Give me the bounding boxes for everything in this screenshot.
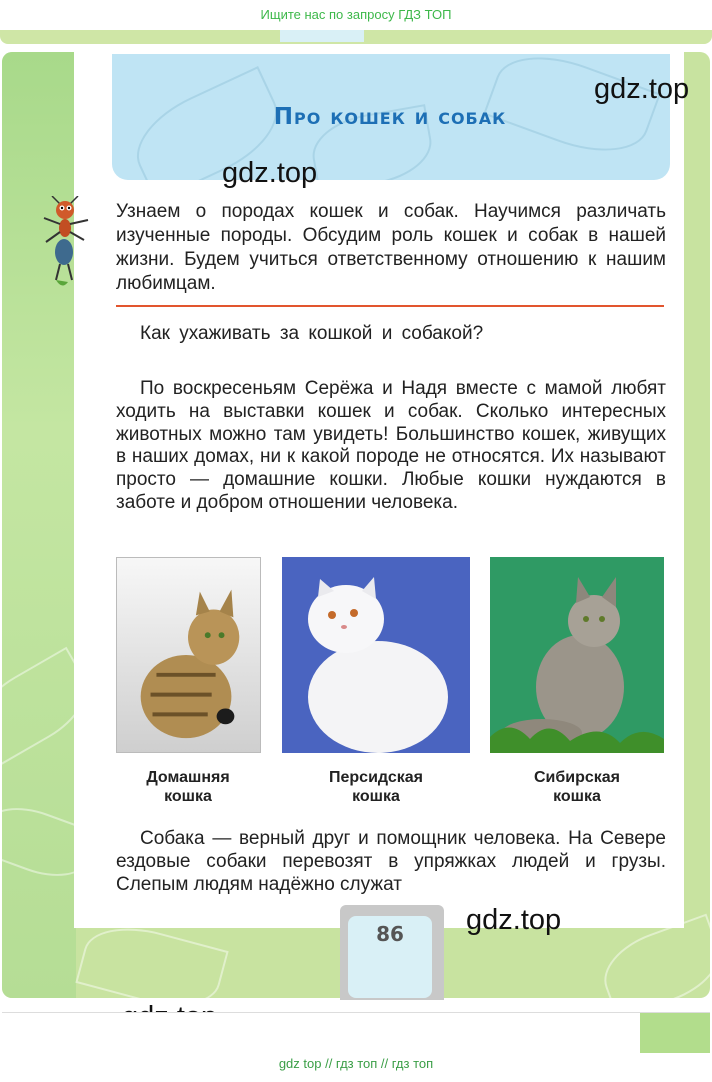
caption-line: Сибирская [533, 769, 621, 786]
previous-page-edge [0, 30, 712, 44]
paragraph: Собака — верный друг и помощник человека. На Севере ездовые собаки перевозят в упряжках людей и грузы. Слепым людям надёжно служат [116, 828, 666, 895]
lesson-intro: Узнаем о породах кошек и собак. Научимся различать изученные породы. Обсудим роль кошек и собак в нашей жизни. Будем учиться ответственному отношению к нашим любимцам. [116, 201, 666, 294]
photo-caption [487, 768, 667, 806]
paragraph: По воскресеньям Серёжа и Надя вместе с мамой любят ходить на выставки кошек и собак. Сколько интересных животных можно там увидеть! Большинство кошек, живущих в наших домах, ни к какой породе не относятся. Их называют просто — домашние кошки. Любые кошки нуждаются в заботе и добром отношении человека. [116, 378, 666, 513]
previous-page-tab [280, 30, 364, 42]
next-page-decor [640, 1013, 710, 1053]
photo-persian-cat [282, 557, 470, 753]
photo-domestic-cat [116, 557, 261, 753]
watermark: gdz.top [594, 73, 690, 105]
lesson-question: Как ухаживать за кошкой и собакой? [140, 323, 484, 344]
page-number: 86 [376, 922, 404, 946]
caption-line: Домашняя [146, 769, 230, 786]
section-divider [116, 305, 664, 307]
caption-line: кошка [164, 788, 212, 805]
ant-mascot-icon [38, 196, 98, 292]
next-page-edge [2, 1012, 710, 1052]
watermark: gdz.top [222, 157, 318, 189]
footer-links[interactable]: gdz top // гдз топ // гдз топ [278, 1056, 434, 1071]
search-hint[interactable]: Ищите нас по запросу ГДЗ ТОП [260, 7, 452, 22]
watermark: gdz.top [466, 904, 562, 936]
page-title: Про кошек и собак [273, 104, 507, 130]
photo-siberian-cat [490, 557, 664, 753]
photo-caption [286, 768, 466, 806]
photo-caption [98, 768, 278, 806]
caption-line: кошка [553, 788, 601, 805]
caption-line: кошка [352, 788, 400, 805]
caption-line: Персидская [329, 769, 423, 786]
